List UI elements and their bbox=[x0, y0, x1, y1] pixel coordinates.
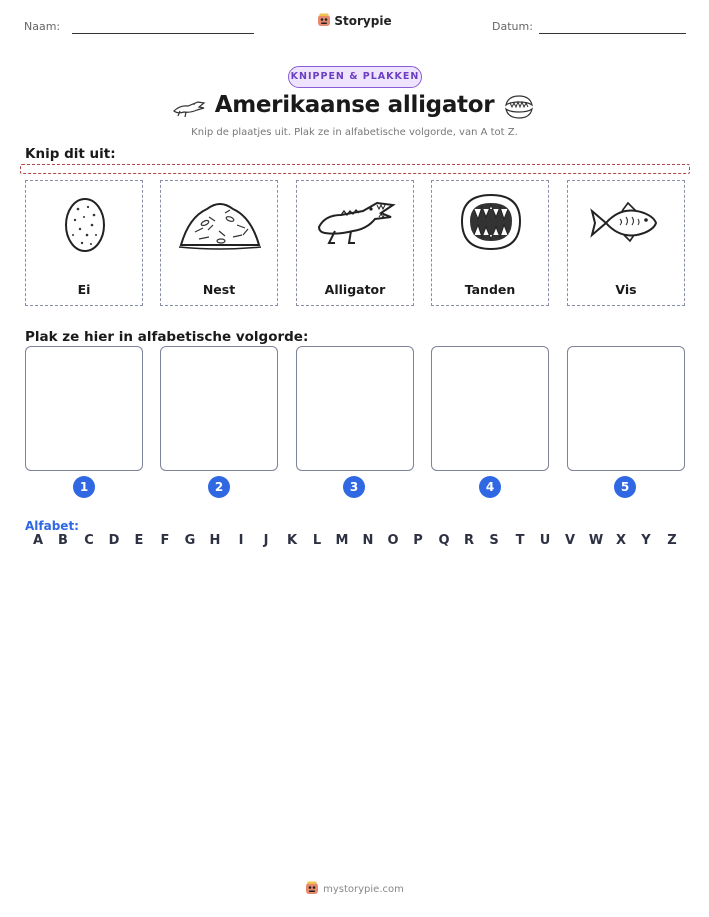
paste-slot-2[interactable] bbox=[160, 346, 278, 471]
card-label: Tanden bbox=[464, 282, 516, 297]
teeth-deco-icon bbox=[502, 93, 536, 121]
paste-slot-3[interactable] bbox=[296, 346, 414, 471]
alphabet-letter: M bbox=[335, 533, 349, 548]
cut-line bbox=[20, 164, 690, 174]
alphabet-letter: T bbox=[515, 533, 525, 548]
page-title: Amerikaanse alligator bbox=[214, 92, 495, 118]
alphabet-letter: K bbox=[286, 533, 298, 548]
alphabet-letter: U bbox=[539, 533, 551, 548]
alphabet-letter: G bbox=[184, 533, 196, 548]
name-label: Naam: bbox=[24, 20, 61, 33]
alphabet-letter: P bbox=[413, 533, 423, 548]
alphabet-letter: D bbox=[108, 533, 120, 548]
name-line[interactable] bbox=[72, 33, 254, 34]
footer bbox=[0, 881, 709, 895]
storypie-logo-icon bbox=[317, 13, 331, 27]
slot-number-1: 1 bbox=[73, 476, 95, 498]
paste-heading: Plak ze hier in alfabetische volgorde: bbox=[25, 329, 309, 345]
slot-number-5: 5 bbox=[614, 476, 636, 498]
alphabet-letter: E bbox=[134, 533, 144, 548]
alphabet-label: Alfabet: bbox=[25, 519, 79, 533]
nest-icon bbox=[175, 187, 265, 257]
footer-url[interactable]: mystorypie.com bbox=[323, 884, 404, 895]
alphabet-letter: Y bbox=[641, 533, 651, 548]
storypie-logo-icon bbox=[305, 881, 319, 895]
cut-heading: Knip dit uit: bbox=[25, 146, 116, 162]
alphabet-letter: N bbox=[362, 533, 374, 548]
slot-number-4: 4 bbox=[479, 476, 501, 498]
alphabet-letter: W bbox=[588, 533, 604, 548]
alphabet-letter: Z bbox=[667, 533, 677, 548]
activity-badge: KNIPPEN & PLAKKEN bbox=[288, 66, 422, 88]
alphabet-letter: A bbox=[32, 533, 44, 548]
alphabet-letter: B bbox=[58, 533, 68, 548]
slot-number-2: 2 bbox=[208, 476, 230, 498]
cut-card-teeth[interactable] bbox=[431, 180, 549, 306]
card-label: Alligator bbox=[324, 282, 386, 297]
brand bbox=[0, 13, 709, 28]
alphabet-letter: H bbox=[209, 533, 221, 548]
teeth-icon bbox=[446, 187, 536, 257]
alligator-icon bbox=[311, 187, 401, 257]
cut-card-fish[interactable] bbox=[567, 180, 685, 306]
date-label: Datum: bbox=[492, 20, 533, 33]
alphabet-letter: V bbox=[564, 533, 576, 548]
alphabet-letter: X bbox=[615, 533, 627, 548]
alphabet-letter: L bbox=[312, 533, 322, 548]
paste-slot-5[interactable] bbox=[567, 346, 685, 471]
fish-icon bbox=[582, 187, 672, 257]
paste-slot-4[interactable] bbox=[431, 346, 549, 471]
egg-icon bbox=[40, 187, 130, 257]
cut-card-nest[interactable] bbox=[160, 180, 278, 306]
alphabet-row bbox=[25, 533, 685, 551]
alphabet-letter: O bbox=[387, 533, 399, 548]
paste-slot-1[interactable] bbox=[25, 346, 143, 471]
brand-name: Storypie bbox=[334, 14, 392, 28]
alphabet-letter: S bbox=[489, 533, 499, 548]
alphabet-letter: I bbox=[238, 533, 244, 548]
card-label: Nest bbox=[202, 282, 236, 297]
alphabet-letter: Q bbox=[438, 533, 450, 548]
alphabet-letter: C bbox=[84, 533, 94, 548]
alphabet-letter: F bbox=[160, 533, 170, 548]
cut-card-egg[interactable] bbox=[25, 180, 143, 306]
slot-number-3: 3 bbox=[343, 476, 365, 498]
alphabet-letter: J bbox=[263, 533, 269, 548]
card-label: Vis bbox=[615, 282, 637, 297]
card-label: Ei bbox=[77, 282, 91, 297]
instructions: Knip de plaatjes uit. Plak ze in alfabetische volgorde, van A tot Z. bbox=[191, 127, 518, 138]
alphabet-letter: R bbox=[463, 533, 474, 548]
date-line[interactable] bbox=[539, 33, 686, 34]
cut-card-alligator[interactable] bbox=[296, 180, 414, 306]
